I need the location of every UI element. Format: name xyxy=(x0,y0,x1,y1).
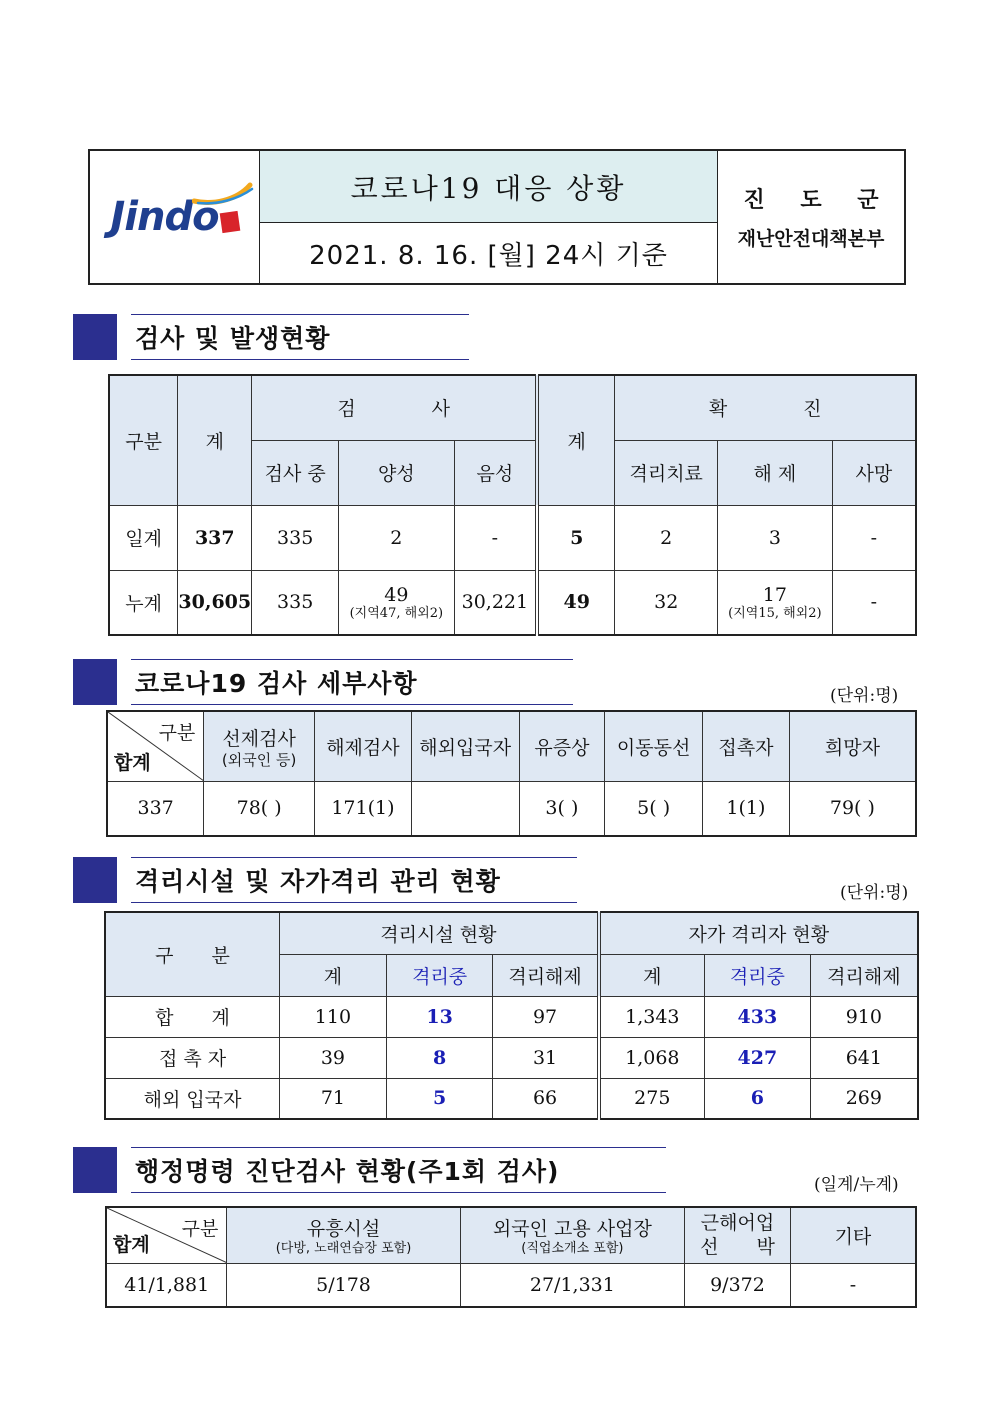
section-marker-icon xyxy=(73,659,117,705)
report-date: 2021. 8. 16. [월] 24시 기준 xyxy=(309,240,668,271)
admin-order-test-table xyxy=(105,1206,917,1308)
header-facility-total: 계 xyxy=(280,954,387,996)
cell-route: 5( ) xyxy=(605,781,703,836)
cell-release xyxy=(718,570,833,635)
cell-negative: 30,221 xyxy=(454,570,537,635)
header-foreign-sub: (직업소개소 포함) xyxy=(521,1241,624,1257)
table-row xyxy=(109,570,916,635)
table-row xyxy=(105,1037,918,1078)
cell-total: 41/1,881 xyxy=(106,1263,227,1307)
diag-bottom-label: 합계 xyxy=(114,751,151,774)
cell-total: 30,605 xyxy=(178,570,252,635)
section-title: 행정명령 진단검사 현황(주1회 검사) xyxy=(131,1147,666,1193)
header-overseas: 해외입국자 xyxy=(411,711,519,781)
header-fishing-vessel xyxy=(685,1207,791,1263)
header-facility: 격리시설 현황 xyxy=(280,912,599,954)
cell-release-test: 171(1) xyxy=(314,781,411,836)
cell-release-note: (지역15, 해외2) xyxy=(728,605,822,621)
header-preemptive-label: 선제검사 xyxy=(222,727,296,750)
cell-positive xyxy=(339,570,455,635)
test-detail-table xyxy=(106,710,917,837)
cell-self-active: 427 xyxy=(704,1037,810,1078)
cell-volunteer: 79( ) xyxy=(789,781,916,836)
report-title: 코로나19 대응 상황 xyxy=(260,151,717,223)
header-release: 해 제 xyxy=(718,440,833,505)
diag-bottom-label: 합계 xyxy=(113,1233,150,1256)
cell-death: - xyxy=(832,570,916,635)
report-header xyxy=(88,149,906,285)
header-entertainment-label: 유흥시설 xyxy=(306,1218,381,1241)
cell-release: 3 xyxy=(718,505,833,570)
cell-facility-active: 8 xyxy=(386,1037,493,1078)
diagonal-header xyxy=(106,1207,227,1263)
cell-facility-total: 71 xyxy=(280,1078,387,1119)
header-volunteer: 희망자 xyxy=(789,711,916,781)
header-etc: 기타 xyxy=(790,1207,916,1263)
header-symptom: 유증상 xyxy=(519,711,605,781)
cell-facility-released: 31 xyxy=(493,1037,599,1078)
cell-self-total: 275 xyxy=(599,1078,705,1119)
jindo-logo xyxy=(110,194,238,240)
header-route: 이동동선 xyxy=(605,711,703,781)
cell-self-total: 1,068 xyxy=(599,1037,705,1078)
header-self-isolation: 자가 격리자 현황 xyxy=(599,912,918,954)
isolation-table xyxy=(104,911,919,1120)
header-preemptive-sub: (외국인 등) xyxy=(221,750,297,769)
cell-release-value: 17 xyxy=(762,583,787,606)
row-label: 합 계 xyxy=(105,996,280,1037)
header-total: 계 xyxy=(178,375,252,505)
section-marker-icon xyxy=(73,1147,117,1193)
cell-self-active: 6 xyxy=(704,1078,810,1119)
logo-badge-icon xyxy=(219,211,240,233)
cell-testing: 335 xyxy=(252,505,339,570)
logo-swoosh-icon xyxy=(192,179,256,205)
header-testing: 검사 중 xyxy=(252,440,339,505)
cell-self-released: 269 xyxy=(810,1078,918,1119)
org-cell xyxy=(718,151,904,283)
title-cell xyxy=(260,151,718,283)
header-positive: 양성 xyxy=(339,440,455,505)
cell-isolation: 32 xyxy=(615,570,718,635)
header-fishing-label: 근해어업 xyxy=(700,1212,775,1235)
diag-top-label: 구분 xyxy=(158,722,196,744)
cell-symptom: 3( ) xyxy=(519,781,605,836)
cell-facility-active: 5 xyxy=(386,1078,493,1119)
unit-label: (단위:명) xyxy=(840,883,909,903)
cell-positive: 2 xyxy=(339,505,455,570)
section-marker-icon xyxy=(73,857,117,903)
table-row xyxy=(109,505,916,570)
table-row xyxy=(105,1078,918,1119)
header-death: 사망 xyxy=(832,440,916,505)
table-row xyxy=(106,1263,916,1307)
header-self-total: 계 xyxy=(599,954,705,996)
cell-total: 337 xyxy=(178,505,252,570)
cell-overseas xyxy=(411,781,519,836)
header-gubun: 구분 xyxy=(109,375,178,505)
diag-top-label: 구분 xyxy=(181,1218,219,1240)
header-preemptive xyxy=(204,711,315,781)
cell-positive-value: 49 xyxy=(384,583,409,606)
header-entertainment xyxy=(227,1207,460,1263)
section-marker-icon xyxy=(73,314,117,360)
cell-positive-note: (지역47, 해외2) xyxy=(349,605,444,621)
cell-self-total: 1,343 xyxy=(599,996,705,1037)
header-release-test: 해제검사 xyxy=(314,711,411,781)
header-contact: 접촉자 xyxy=(702,711,789,781)
header-entertainment-sub: (다방, 노래연습장 포함) xyxy=(275,1241,412,1257)
cell-total: 337 xyxy=(107,781,204,836)
row-label: 접 촉 자 xyxy=(105,1037,280,1078)
org-dept: 재난안전대책본부 xyxy=(737,228,885,250)
header-self-active: 격리중 xyxy=(704,954,810,996)
cell-entertainment: 5/178 xyxy=(227,1263,460,1307)
cell-preemptive: 78( ) xyxy=(204,781,315,836)
cell-self-released: 641 xyxy=(810,1037,918,1078)
logo-cell xyxy=(90,151,260,283)
cell-testing: 335 xyxy=(252,570,339,635)
diagonal-header xyxy=(107,711,204,781)
header-vessel-label: 선 박 xyxy=(700,1236,775,1259)
cell-facility-released: 97 xyxy=(493,996,599,1037)
cell-isolation: 2 xyxy=(615,505,718,570)
header-confirm-total: 계 xyxy=(537,375,615,505)
header-test: 검 사 xyxy=(252,375,537,440)
cell-etc: - xyxy=(790,1263,916,1307)
header-facility-released: 격리해제 xyxy=(493,954,599,996)
header-gubun: 구 분 xyxy=(105,912,280,996)
header-isolation: 격리치료 xyxy=(615,440,718,505)
table-row xyxy=(107,781,916,836)
org-name: 진 도 군 xyxy=(743,188,893,213)
header-confirm: 확 진 xyxy=(615,375,916,440)
cell-fishing-vessel: 9/372 xyxy=(685,1263,791,1307)
cell-foreign-workplace: 27/1,331 xyxy=(460,1263,684,1307)
cell-self-active: 433 xyxy=(704,996,810,1037)
header-self-released: 격리해제 xyxy=(810,954,918,996)
unit-label: (단위:명) xyxy=(830,686,899,706)
section-title: 검사 및 발생현황 xyxy=(131,314,469,360)
cell-negative: - xyxy=(454,505,537,570)
header-foreign-workplace xyxy=(460,1207,684,1263)
section-title: 격리시설 및 자가격리 관리 현황 xyxy=(131,857,577,903)
test-occurrence-table xyxy=(108,374,917,636)
header-facility-active: 격리중 xyxy=(386,954,493,996)
cell-facility-released: 66 xyxy=(493,1078,599,1119)
header-foreign-label: 외국인 고용 사업장 xyxy=(492,1218,652,1241)
logo-text: Jindo xyxy=(110,194,219,240)
row-label: 일계 xyxy=(109,505,178,570)
cell-facility-active: 13 xyxy=(386,996,493,1037)
table-row xyxy=(105,996,918,1037)
cell-confirm-total: 5 xyxy=(537,505,615,570)
row-label: 해외 입국자 xyxy=(105,1078,280,1119)
unit-label: (일계/누계) xyxy=(814,1175,899,1195)
cell-self-released: 910 xyxy=(810,996,918,1037)
header-negative: 음성 xyxy=(454,440,537,505)
cell-confirm-total: 49 xyxy=(537,570,615,635)
row-label: 누계 xyxy=(109,570,178,635)
cell-contact: 1(1) xyxy=(702,781,789,836)
cell-facility-total: 39 xyxy=(280,1037,387,1078)
cell-facility-total: 110 xyxy=(280,996,387,1037)
cell-death: - xyxy=(832,505,916,570)
section-title: 코로나19 검사 세부사항 xyxy=(131,659,573,705)
